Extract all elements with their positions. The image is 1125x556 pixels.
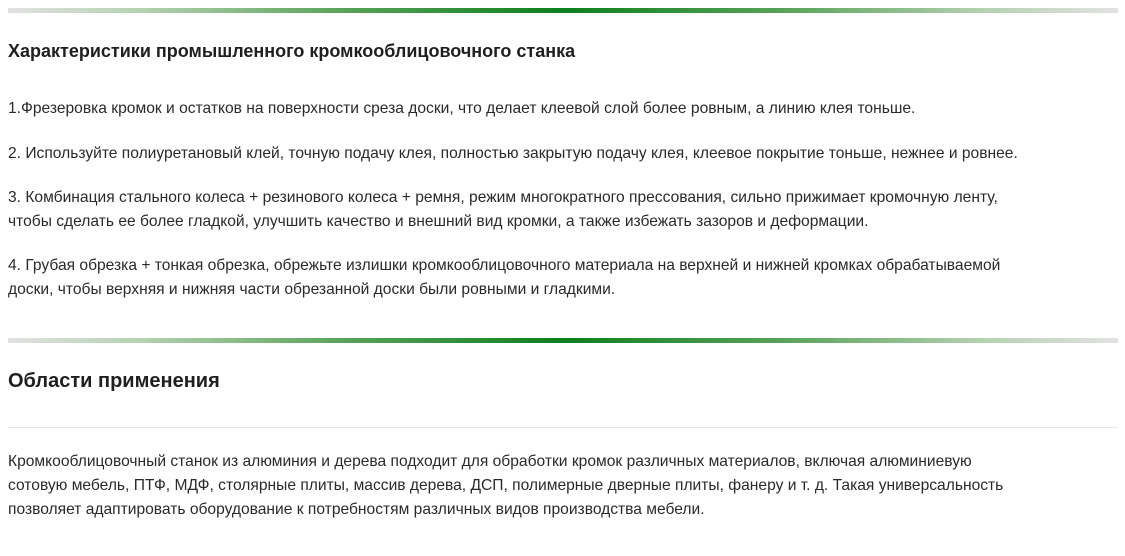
paragraph-line: чтобы сделать ее более гладкой, улучшить качество и внешний вид кромки, а также избежать зазоров и деформации. bbox=[8, 213, 869, 230]
applications-paragraph bbox=[8, 450, 1118, 522]
section-divider-middle bbox=[8, 338, 1118, 343]
paragraph-line: позволяет адаптировать оборудование к потребностям различных видов производства мебели. bbox=[8, 501, 705, 518]
content-area bbox=[8, 0, 1118, 522]
feature-paragraph-2 bbox=[8, 142, 1118, 166]
paragraph-line: 4. Грубая обрезка + тонкая обрезка, обрежьте излишки кромкооблицовочного материала на верхней и нижней кромках обрабатываемой bbox=[8, 257, 1001, 274]
paragraph-line: 2. Используйте полиуретановый клей, точную подачу клея, полностью закрытую подачу клея, клеевое покрытие тоньше, нежнее и ровнее. bbox=[8, 145, 1018, 162]
section-title-characteristics: Характеристики промышленного кромкооблицовочного станка bbox=[8, 41, 576, 61]
feature-paragraph-1 bbox=[8, 97, 1118, 121]
paragraph-line: сотовую мебель, ПТФ, МДФ, столярные плиты, массив дерева, ДСП, полимерные дверные плиты, фанеру и т. д. Такая универсальность bbox=[8, 477, 1004, 494]
paragraph-line: 1.Фрезеровка кромок и остатков на поверхности среза доски, что делает клеевой слой более ровным, а линию клея тоньше. bbox=[8, 100, 916, 117]
feature-paragraph-3 bbox=[8, 186, 1118, 234]
section-title-applications: Области применения bbox=[8, 370, 220, 392]
thin-divider bbox=[8, 427, 1118, 428]
section-divider-top bbox=[8, 8, 1118, 13]
paragraph-line: доски, чтобы верхняя и нижняя части обрезанной доски были ровными и гладкими. bbox=[8, 281, 616, 298]
paragraph-line: Кромкооблицовочный станок из алюминия и дерева подходит для обработки кромок различных материалов, включая алюминиевую bbox=[8, 453, 972, 470]
paragraph-line: 3. Комбинация стального колеса + резинового колеса + ремня, режим многократного прессования, сильно прижимает кромочную ленту, bbox=[8, 189, 998, 206]
feature-paragraph-4 bbox=[8, 254, 1118, 302]
